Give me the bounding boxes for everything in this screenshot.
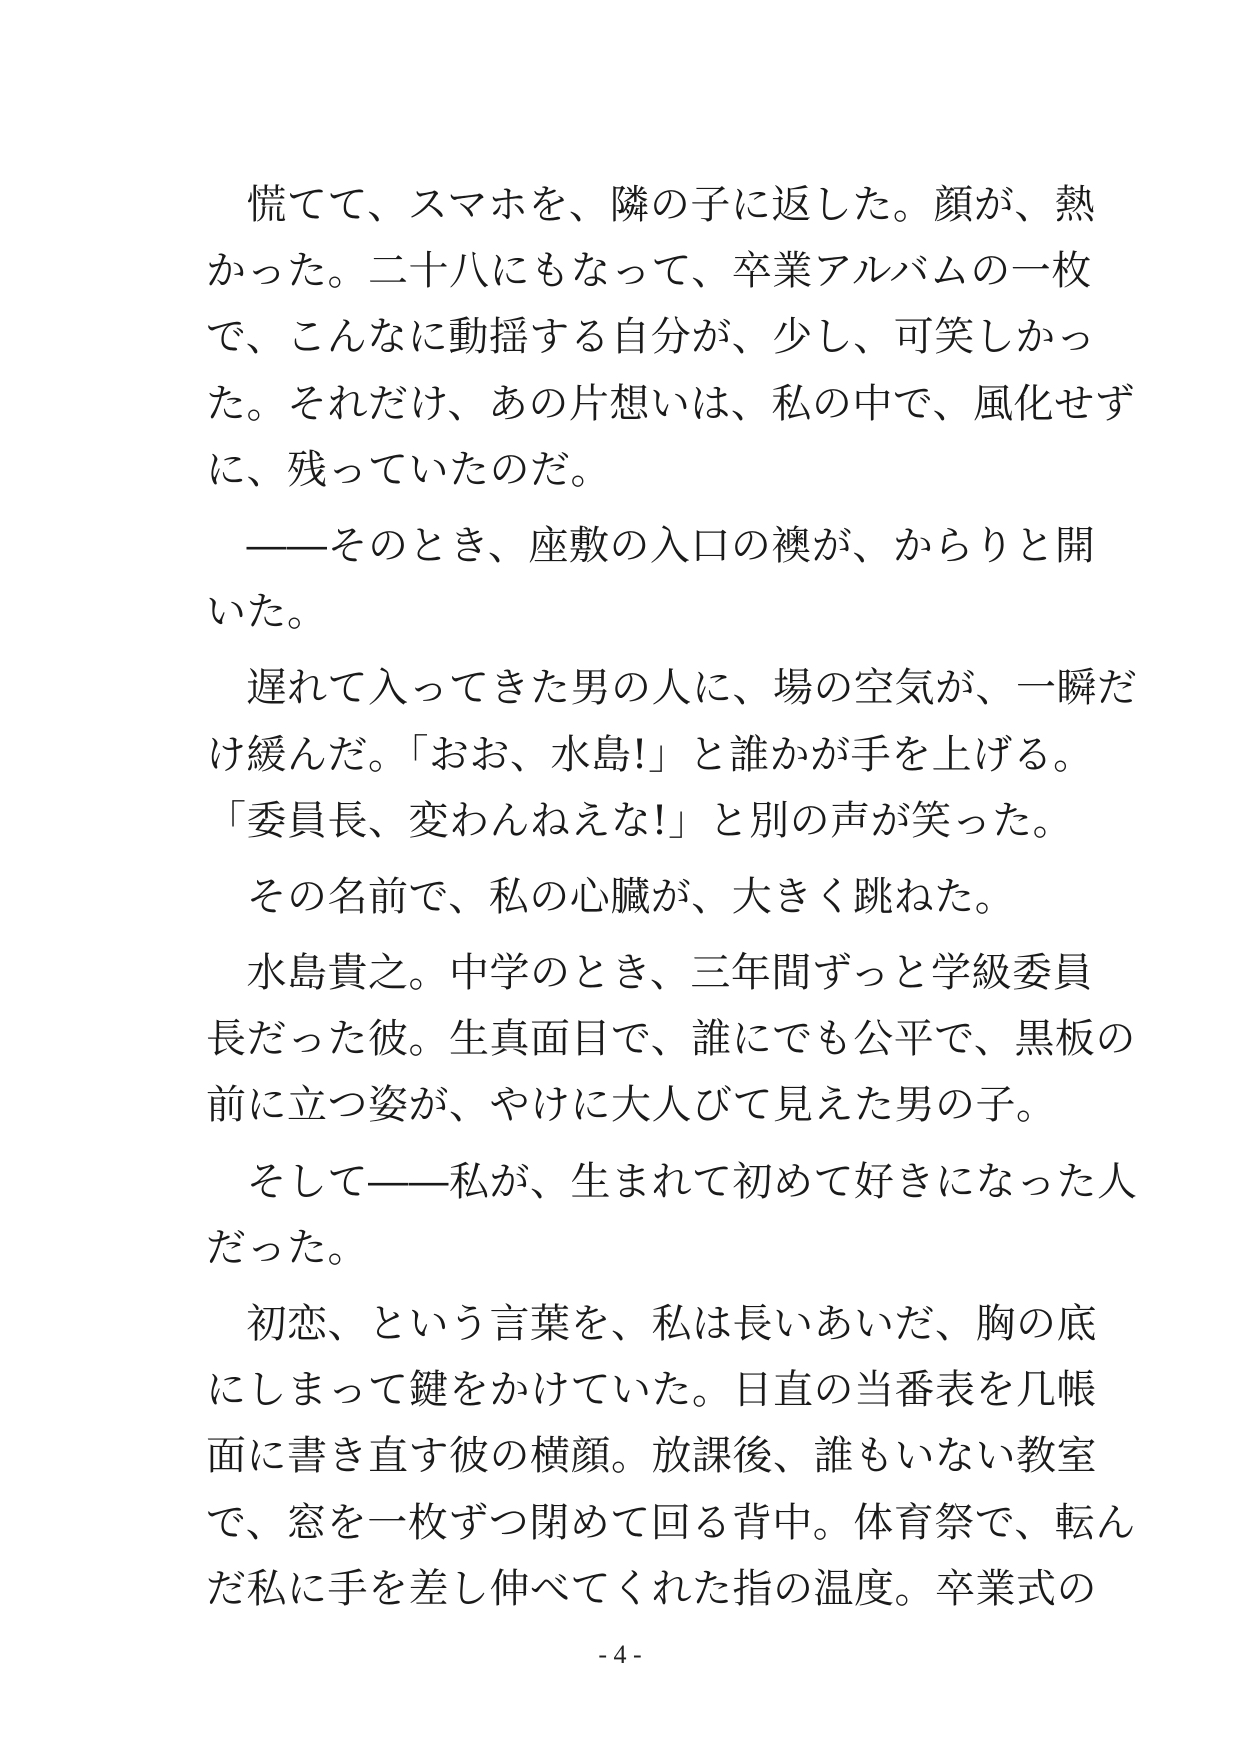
- text-line: で、こんなに動揺する自分が、少し、可笑しかっ: [206, 314, 1097, 361]
- text-line: た。それだけ、あの片想いは、私の中で、風化せず: [206, 380, 1136, 427]
- text-line: その名前で、私の心臓が、大きく跳ねた。: [206, 873, 1016, 920]
- page-body: [206, 172, 1138, 1622]
- paragraph: [206, 940, 1136, 1139]
- text-line: そして――私が、生まれて初めて好きになった人: [206, 1158, 1138, 1205]
- text-line: 初恋、という言葉を、私は長いあいだ、胸の底: [206, 1301, 1097, 1347]
- text-line: で、窓を一枚ずつ閉めて回る背中。体育祭で、転ん: [206, 1499, 1136, 1546]
- text-line: に、残っていたのだ。: [206, 446, 611, 493]
- text-line: 遅れて入ってきた男の人に、場の空気が、一瞬だ: [206, 665, 1138, 712]
- text-line: 水島貴之。中学のとき、三年間ずっと学級委員: [206, 950, 1093, 997]
- text-line: いた。: [206, 589, 328, 636]
- paragraph: [206, 655, 1138, 854]
- text-line: ――そのとき、座敷の入口の襖が、からりと開: [206, 522, 1096, 569]
- text-line: だった。: [206, 1224, 368, 1271]
- paragraph: [206, 1291, 1136, 1622]
- text-line: 長だった彼。生真面目で、誰にでも公平で、黒板の: [206, 1016, 1136, 1063]
- paragraph: [206, 864, 1046, 930]
- text-line: にしまって鍵をかけていた。日直の当番表を几帳: [206, 1367, 1097, 1414]
- paragraph: [206, 513, 1096, 645]
- text-line: かった。二十八にもなって、卒業アルバムの一枚: [206, 248, 1092, 295]
- text-line: け緩んだ。「おお、水島!」と誰かが手を上げる。: [206, 731, 1094, 778]
- page-number: - 4 -: [598, 1640, 642, 1669]
- paragraph: [206, 172, 1136, 503]
- text-line: 慌てて、スマホを、隣の子に返した。顔が、熱: [206, 182, 1096, 228]
- text-line: 「委員長、変わんねえな!」と別の声が笑った。: [206, 797, 1074, 844]
- text-line: だ私に手を差し伸べてくれた指の温度。卒業式の: [206, 1565, 1097, 1612]
- paragraph: [206, 1149, 1138, 1281]
- text-line: 前に立つ姿が、やけに大人びて見えた男の子。: [206, 1082, 1057, 1129]
- text-line: 面に書き直す彼の横顔。放課後、誰もいない教室: [206, 1433, 1097, 1480]
